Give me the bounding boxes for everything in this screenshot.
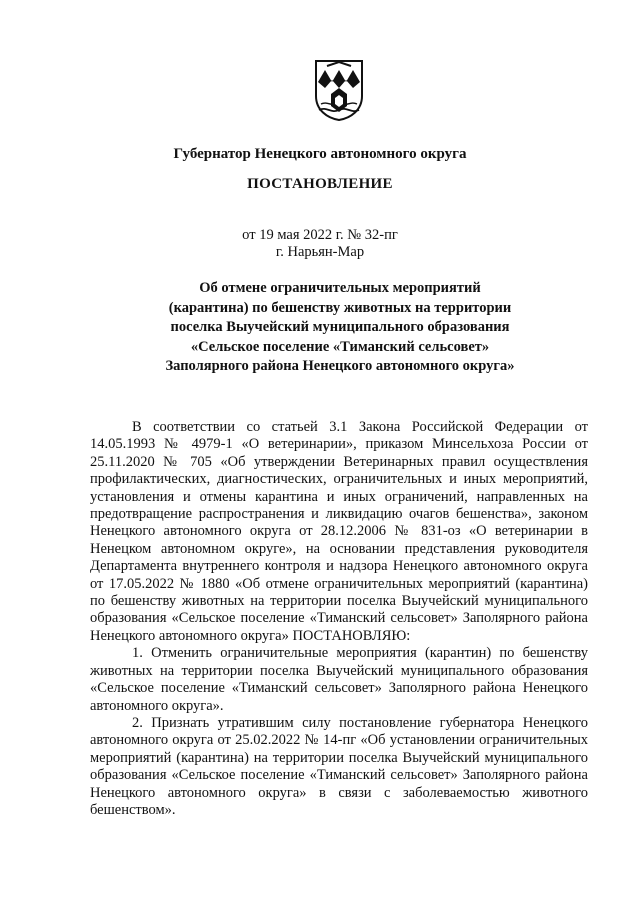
- title-line: (карантина) по бешенству животных на территории: [168, 299, 512, 316]
- place: г. Нарьян-Мар: [275, 244, 365, 260]
- preamble-paragraph: В соответствии со статьей 3.1 Закона Российской Федерации от 14.05.1993 № 4979-1 «О ветеринарии», приказом Минсельхоза России от 25.11.2020 № 705 «Об утверждении Ветеринарных правил осуществления профилактических, диагностических, ограничительных и иных мероприятий, установления и отмены карантина и иных ограничений, направленных на предотвращение распространения и ликвидацию очагов бешенства», законом Ненецкого автономного округа от 28.12.2006 № 831-оз «О ветеринарии в Ненецком автономном округе», на основании представления руководителя Департамента внутреннего контроля и надзора Ненецкого автономного округа от 17.05.2022 № 1880 «Об отмене ограничительных мероприятий (карантина) по бешенству животных на территории поселка Выучейский муниципального образования «Сельское поселение «Тиманский сельсовет» Заполярного района Ненецкого автономного округа» ПОСТАНОВЛЯЮ:: [90, 419, 588, 644]
- date-number: от 19 мая 2022 г. № 32-пг: [242, 227, 398, 243]
- title-line: Об отмене ограничительных мероприятий: [199, 280, 481, 296]
- date-and-place: [0, 227, 640, 261]
- title-line: «Сельское поселение «Тиманский сельсовет»: [190, 338, 490, 355]
- document-title: [60, 279, 620, 377]
- document-type: ПОСТАНОВЛЕНИЕ: [247, 176, 393, 192]
- title-line: поселка Выучейский муниципального образования: [170, 319, 510, 335]
- title-line: Заполярного района Ненецкого автономного округа»: [165, 358, 515, 374]
- issuing-authority: Губернатор Ненецкого автономного округа: [173, 146, 467, 162]
- item-1-paragraph: 1. Отменить ограничительные мероприятия (карантин) по бешенству животных на территории поселка Выучейский муниципального образования «Сельское поселение «Тиманский сельсовет» Заполярного района Ненецкого автономного округа».: [90, 645, 588, 714]
- coat-of-arms-icon: [313, 58, 365, 122]
- document-body: [90, 419, 588, 819]
- item-2-paragraph: 2. Признать утратившим силу постановление губернатора Ненецкого автономного округа от 25.02.2022 № 14-пг «Об установлении ограничительных мероприятий (карантина) на территории поселка Выучейский муниципального образования «Сельское поселение «Тиманский сельсовет» Заполярного района Ненецкого автономного округа» в связи с заболеваемостью животного бешенством».: [90, 714, 588, 818]
